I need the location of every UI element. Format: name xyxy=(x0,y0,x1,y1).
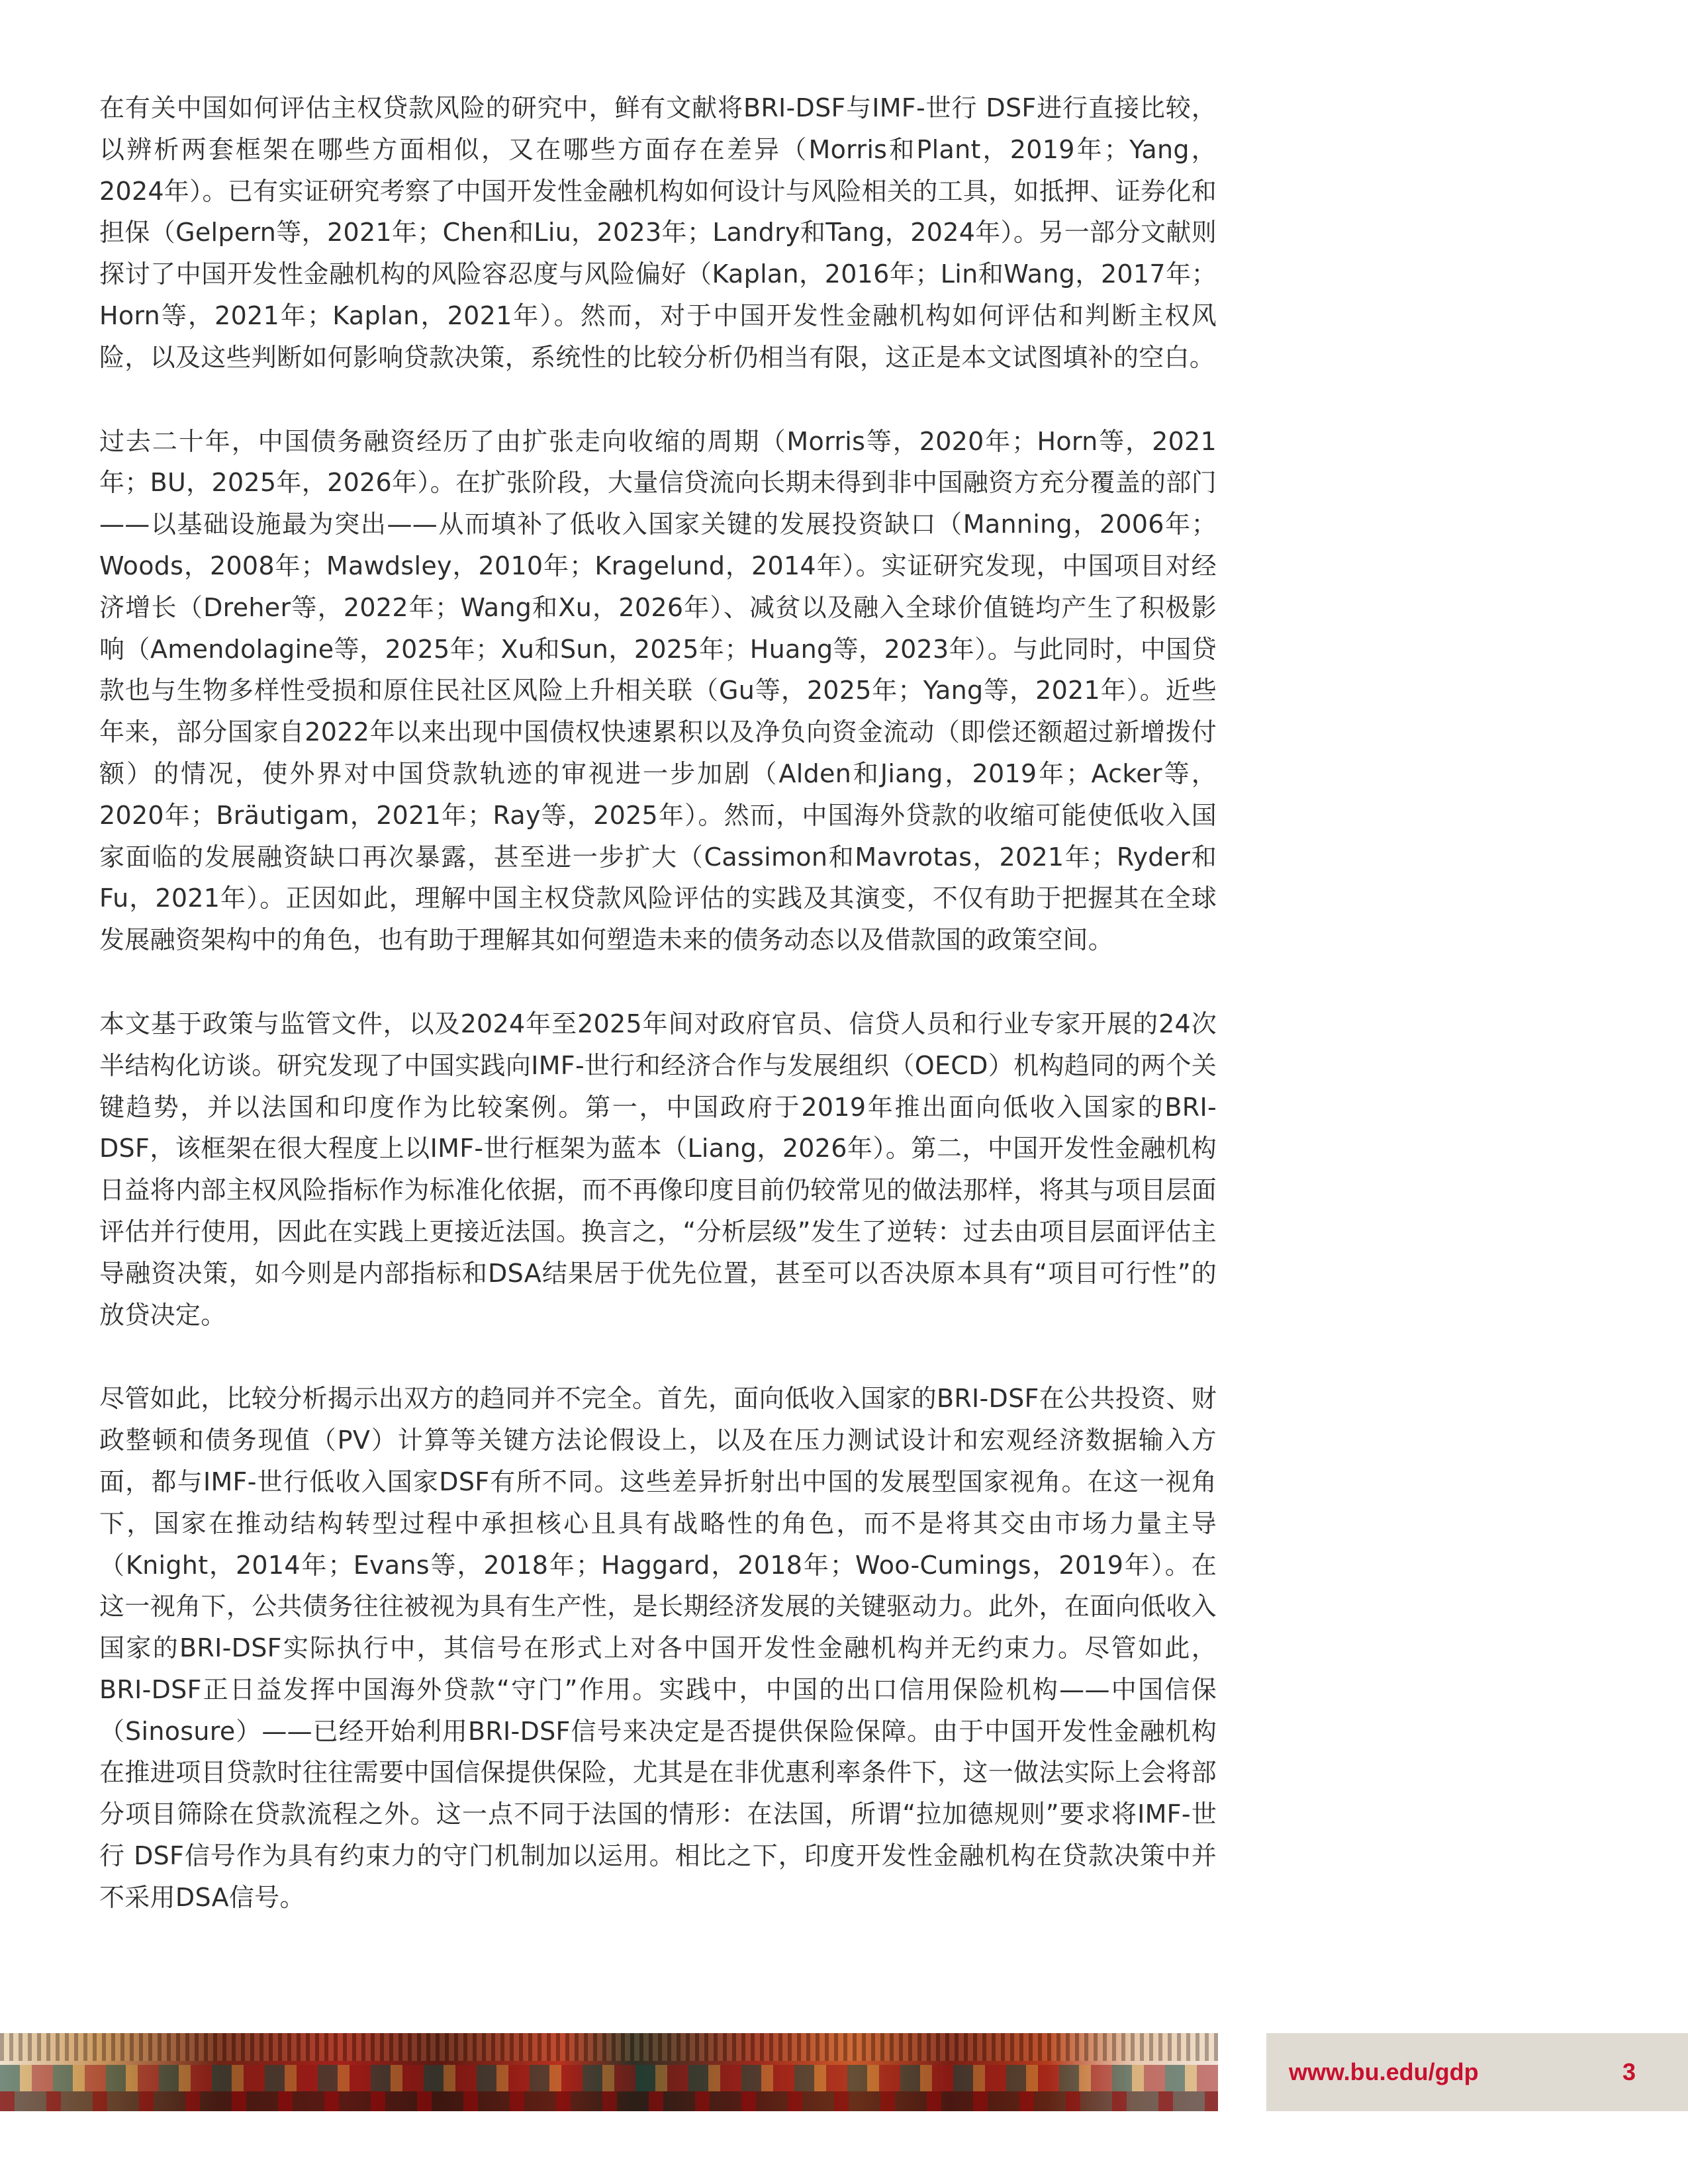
paragraph-1: 在有关中国如何评估主权贷款风险的研究中，鲜有文献将BRI-DSF与IMF-世行 DSF进行直接比较，以辨析两套框架在哪些方面相似，又在哪些方面存在差异（Morris和Plant，2019年；Yang，2024年）。已有实证研究考察了中国开发性金融机构如何设计与风险相关的工具，如抵押、证券化和担保（Gelpern等，2021年；Chen和Liu，2023年；Landry和Tang，2024年）。另一部分文献则探讨了中国开发性金融机构的风险容忍度与风险偏好（Kaplan，2016年；Lin和Wang，2017年；Horn等，2021年；Kaplan，2021年）。然而，对于中国开发性金融机构如何评估和判断主权风险，以及这些判断如何影响贷款决策，系统性的比较分析仍相当有限，这正是本文试图填补的空白。 xyxy=(99,93,1217,372)
page-number: 3 xyxy=(1622,2058,1636,2085)
footer-info-box xyxy=(1266,2033,1688,2111)
article-body xyxy=(99,87,1217,1961)
footer-website-link[interactable]: www.bu.edu/gdp xyxy=(1289,2058,1479,2085)
banner-red-pillars xyxy=(0,2091,1218,2111)
paragraph-2: 过去二十年，中国债务融资经历了由扩张走向收缩的周期（Morris等，2020年；Horn等，2021年；BU，2025年，2026年）。在扩张阶段，大量信贷流向长期未得到非中国融资方充分覆盖的部门——以基础设施最为突出——从而填补了低收入国家关键的发展投资缺口（Manning，2006年；Woods，2008年；Mawdsley，2010年；Kragelund，2014年）。实证研究发现，中国项目对经济增长（Dreher等，2022年；Wang和Xu，2026年）、减贫以及融入全球价值链均产生了积极影响（Amendolagine等，2025年；Xu和Sun，2025年；Huang等，2023年）。与此同时，中国贷款也与生物多样性受损和原住民社区风险上升相关联（Gu等，2025年；Yang等，2021年）。近些年来，部分国家自2022年以来出现中国债权快速累积以及净负向资金流动（即偿还额超过新增拨付额）的情况，使外界对中国贷款轨迹的审视进一步加剧（Alden和Jiang，2019年；Acker等，2020年；Bräutigam，2021年；Ray等，2025年）。然而，中国海外贷款的收缩可能使低收入国家面临的发展融资缺口再次暴露，甚至进一步扩大（Cassimon和Mavrotas，2021年；Ryder和Fu，2021年）。正因如此，理解中国主权贷款风险评估的实践及其演变，不仅有助于把握其在全球发展融资架构中的角色，也有助于理解其如何塑造未来的债务动态以及借款国的政策空间。 xyxy=(99,426,1217,955)
footer-banner-image xyxy=(0,2033,1218,2111)
page-footer xyxy=(0,2033,1688,2111)
banner-roof-decoration xyxy=(0,2033,1218,2061)
paragraph-3: 本文基于政策与监管文件，以及2024年至2025年间对政府官员、信贷人员和行业专家开展的24次半结构化访谈。研究发现了中国实践向IMF-世行和经济合作与发展组织（OECD）机构趋同的两个关键趋势，并以法国和印度作为比较案例。第一，中国政府于2019年推出面向低收入国家的BRI-DSF，该框架在很大程度上以IMF-世行框架为蓝本（Liang，2026年）。第二，中国开发性金融机构日益将内部主权风险指标作为标准化依据，而不再像印度目前仍较常见的做法那样，将其与项目层面评估并行使用，因此在实践上更接近法国。换言之，“分析层级”发生了逆转：过去由项目层面评估主导融资决策，如今则是内部指标和DSA结果居于优先位置，甚至可以否决原本具有“项目可行性”的放贷决定。 xyxy=(99,1009,1217,1330)
banner-painted-beams xyxy=(0,2065,1218,2091)
paragraph-4: 尽管如此，比较分析揭示出双方的趋同并不完全。首先，面向低收入国家的BRI-DSF在公共投资、财政整顿和债务现值（PV）计算等关键方法论假设上，以及在压力测试设计和宏观经济数据输入方面，都与IMF-世行低收入国家DSF有所不同。这些差异折射出中国的发展型国家视角。在这一视角下，国家在推动结构转型过程中承担核心且具有战略性的角色，而不是将其交由市场力量主导（Knight，2014年；Evans等，2018年；Haggard，2018年；Woo-Cumings，2019年）。在这一视角下，公共债务往往被视为具有生产性，是长期经济发展的关键驱动力。此外，在面向低收入国家的BRI-DSF实际执行中，其信号在形式上对各中国开发性金融机构并无约束力。尽管如此，BRI-DSF正日益发挥中国海外贷款“守门”作用。实践中，中国的出口信用保险机构——中国信保（Sinosure）——已经开始利用BRI-DSF信号来决定是否提供保险保障。由于中国开发性金融机构在推进项目贷款时往往需要中国信保提供保险，尤其是在非优惠利率条件下，这一做法实际上会将部分项目筛除在贷款流程之外。这一点不同于法国的情形：在法国，所谓“拉加德规则”要求将IMF-世行 DSF信号作为具有约束力的守门机制加以运用。相比之下，印度开发性金融机构在贷款决策中并不采用DSA信号。 xyxy=(99,1384,1217,1912)
